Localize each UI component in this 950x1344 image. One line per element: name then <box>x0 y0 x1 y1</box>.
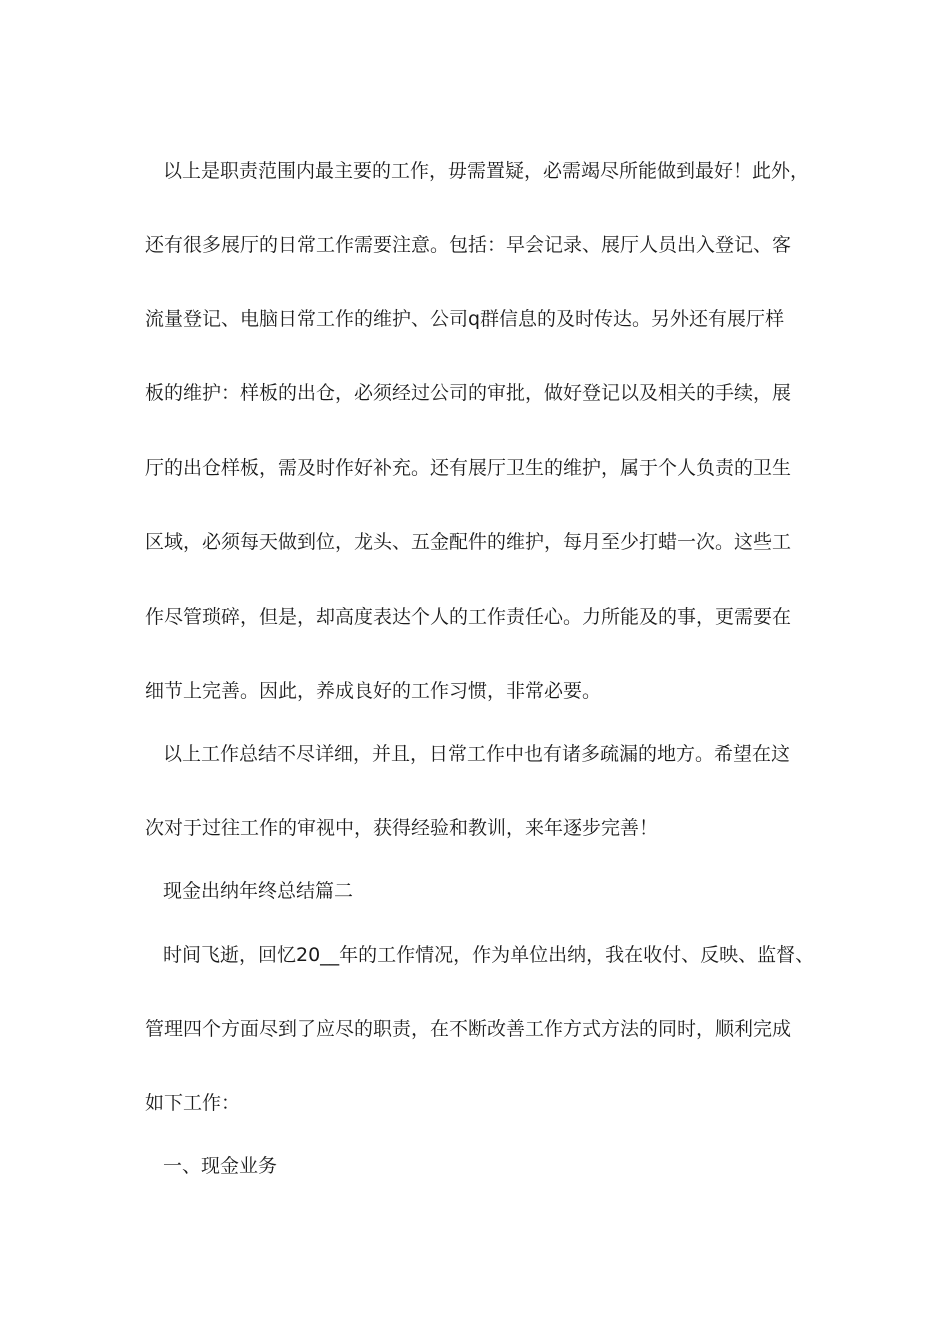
paragraph-2-line-1: 以上工作总结不尽详细，并且，日常工作中也有诸多疏漏的地方。希望在这 <box>163 743 791 765</box>
paragraph-1-line-8: 细节上完善。因此，养成良好的工作习惯，非常必要。 <box>145 680 602 702</box>
paragraph-3-line-3: 如下工作： <box>145 1092 241 1114</box>
paragraph-1-line-6: 区域，必须每天做到位，龙头、五金配件的维护，每月至少打蜡一次。这些工 <box>145 531 792 553</box>
subsection-heading: 一、现金业务 <box>163 1155 278 1177</box>
paragraph-1-line-5: 厅的出仓样板，需及时作好补充。还有展厅卫生的维护，属于个人负责的卫生 <box>145 457 792 479</box>
section-heading: 现金出纳年终总结篇二 <box>163 880 354 902</box>
paragraph-1-line-3: 流量登记、电脑日常工作的维护、公司q群信息的及时传达。另外还有展厅样 <box>145 308 785 330</box>
paragraph-1-line-2: 还有很多展厅的日常工作需要注意。包括：早会记录、展厅人员出入登记、客 <box>145 234 792 256</box>
paragraph-2-line-2: 次对于过往工作的审视中，获得经验和教训，来年逐步完善！ <box>145 817 659 839</box>
paragraph-1-line-1: 以上是职责范围内最主要的工作，毋需置疑，必需竭尽所能做到最好！此外， <box>163 160 810 182</box>
paragraph-1-line-7: 作尽管琐碎，但是，却高度表达个人的工作责任心。力所能及的事，更需要在 <box>145 606 792 628</box>
paragraph-3-line-1: 时间飞逝，回忆20__年的工作情况，作为单位出纳，我在收付、反映、监督、 <box>163 944 815 966</box>
paragraph-3-line-2: 管理四个方面尽到了应尽的职责，在不断改善工作方式方法的同时，顺利完成 <box>145 1018 792 1040</box>
paragraph-1-line-4: 板的维护：样板的出仓，必须经过公司的审批，做好登记以及相关的手续，展 <box>145 382 792 404</box>
